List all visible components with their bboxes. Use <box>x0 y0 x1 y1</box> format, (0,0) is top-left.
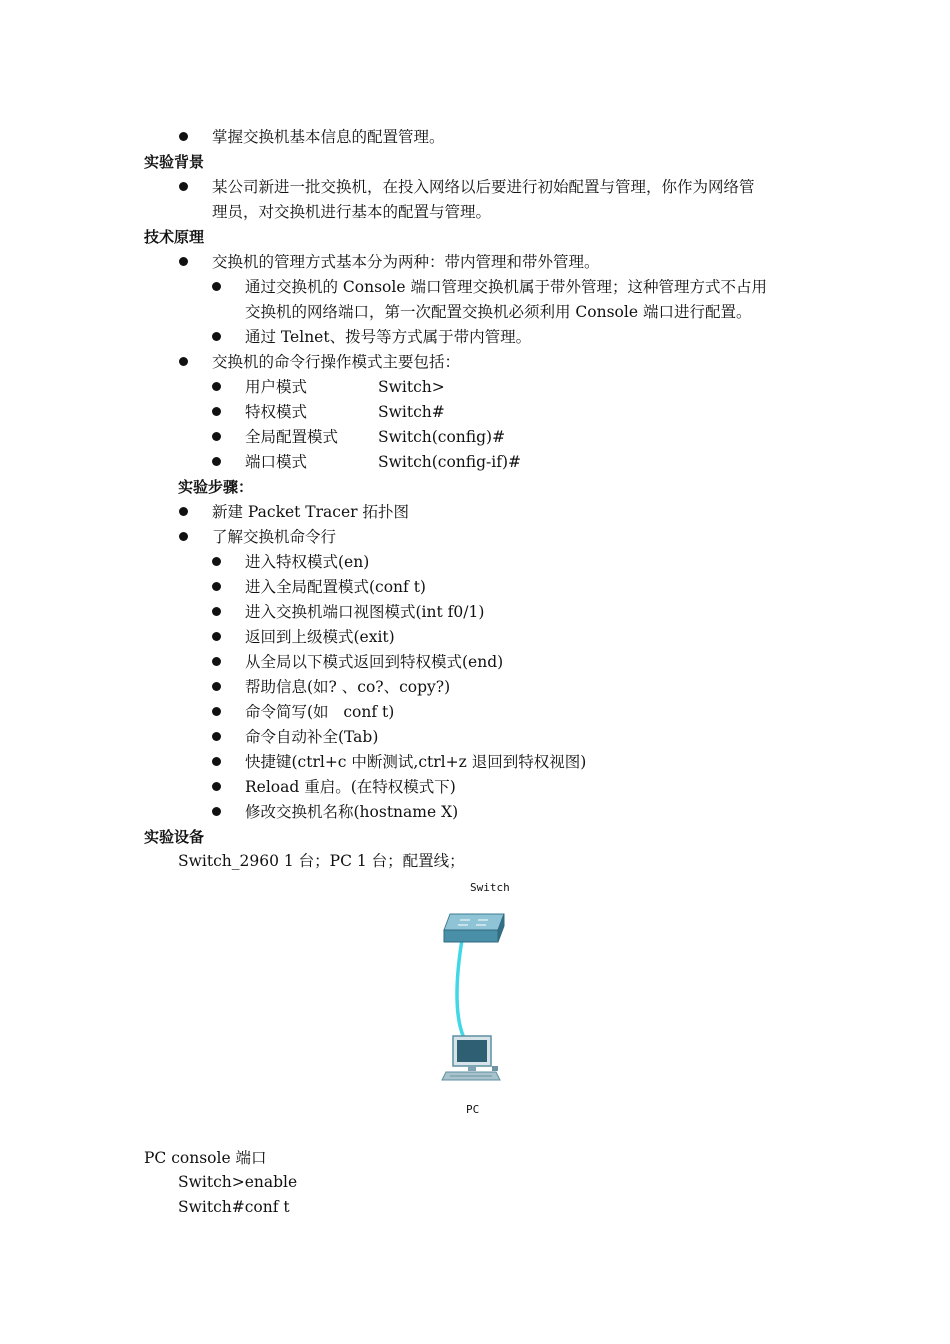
bullet <box>179 132 188 141</box>
step-item: 了解交换机命令行 <box>212 528 337 546</box>
step-item: 新建 Packet Tracer 拓扑图 <box>212 503 409 521</box>
switch-icon <box>444 914 504 942</box>
bullet <box>212 457 221 466</box>
command-item: 命令简写(如 conf t) <box>245 703 395 721</box>
section-heading-steps: 实验步骤： <box>178 478 254 496</box>
bullet <box>212 282 221 291</box>
bullet <box>179 357 188 366</box>
command-item: 进入特权模式(en) <box>245 553 370 571</box>
command-item: 返回到上级模式(exit) <box>245 628 395 646</box>
command-item: 进入交换机端口视图模式(int f0/1) <box>245 603 485 621</box>
command-item: 快捷键(ctrl+c 中断测试,ctrl+z 退回到特权视图) <box>245 753 587 771</box>
switch-label: Switch <box>470 881 510 894</box>
bullet <box>179 182 188 191</box>
command-item: 修改交换机名称(hostname X) <box>245 803 459 821</box>
topology-graphic <box>420 876 540 1126</box>
bullet <box>212 657 221 666</box>
pc-icon <box>442 1036 500 1080</box>
text-line: 理员，对交换机进行基本的配置与管理。 <box>212 203 492 221</box>
console-cable <box>457 940 464 1038</box>
mode-name: 用户模式 <box>245 378 308 396</box>
topology-diagram <box>420 876 540 1126</box>
mode-name: 端口模式 <box>245 453 308 471</box>
text-line: 通过交换机的 Console 端口管理交换机属于带外管理；这种管理方式不占用 <box>245 278 767 296</box>
text-line: 通过 Telnet、拨号等方式属于带内管理。 <box>245 328 532 346</box>
bullet <box>212 582 221 591</box>
command-item: 进入全局配置模式(conf t) <box>245 578 426 596</box>
pc-label: PC <box>466 1103 480 1116</box>
text-line: 某公司新进一批交换机，在投入网络以后要进行初始配置与管理，你作为网络管 <box>212 178 755 196</box>
text-line: 交换机的命令行操作模式主要包括： <box>212 353 461 371</box>
bullet <box>212 332 221 341</box>
bullet <box>212 557 221 566</box>
bullet <box>212 382 221 391</box>
text-line: 交换机的网络端口，第一次配置交换机必须利用 Console 端口进行配置。 <box>245 303 752 321</box>
bullet <box>212 432 221 441</box>
equipment-text: Switch_2960 1 台；PC 1 台；配置线； <box>178 852 465 870</box>
section-heading-background: 实验背景 <box>144 153 205 171</box>
bullet <box>212 732 221 741</box>
section-heading-principle: 技术原理 <box>144 228 205 246</box>
bullet <box>212 607 221 616</box>
bullet <box>212 757 221 766</box>
command-item: Reload 重启。(在特权模式下) <box>245 778 456 796</box>
bullet <box>179 532 188 541</box>
text-line: 交换机的管理方式基本分为两种：带内管理和带外管理。 <box>212 253 600 271</box>
mode-prompt: Switch(config)# <box>378 428 506 446</box>
console-command: Switch#conf t <box>178 1198 290 1216</box>
command-item: 从全局以下模式返回到特权模式(end) <box>245 653 504 671</box>
bullet <box>212 682 221 691</box>
bullet <box>212 782 221 791</box>
mode-prompt: Switch# <box>378 403 445 421</box>
bullet <box>212 707 221 716</box>
command-item: 命令自动补全(Tab) <box>245 728 379 746</box>
mode-name: 特权模式 <box>245 403 308 421</box>
mode-prompt: Switch> <box>378 378 445 396</box>
bullet <box>179 507 188 516</box>
bullet <box>212 407 221 416</box>
text-line: 掌握交换机基本信息的配置管理。 <box>212 128 445 146</box>
console-command: Switch>enable <box>178 1173 298 1191</box>
bullet <box>212 807 221 816</box>
console-title: PC console 端口 <box>144 1149 267 1167</box>
mode-prompt: Switch(config-if)# <box>378 453 522 471</box>
command-item: 帮助信息(如? 、co?、copy?) <box>245 678 451 696</box>
section-heading-equipment: 实验设备 <box>144 828 205 846</box>
bullet <box>212 632 221 641</box>
bullet <box>179 257 188 266</box>
mode-name: 全局配置模式 <box>245 428 339 446</box>
